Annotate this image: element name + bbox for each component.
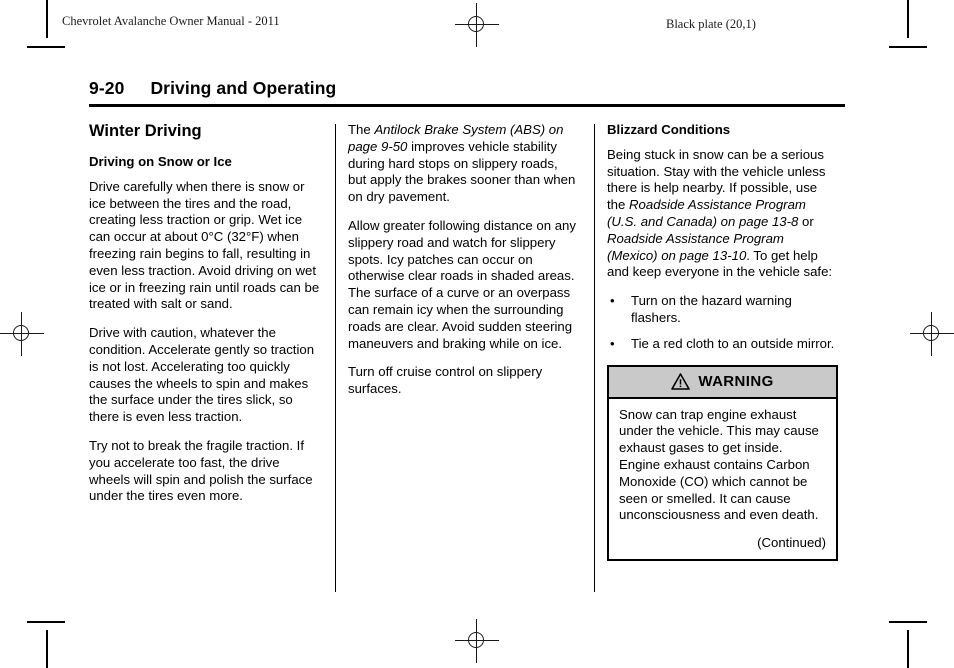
registration-ring	[923, 325, 939, 341]
title-rule	[89, 104, 845, 107]
paragraph: Turn off cruise control on slippery surfaces.	[348, 364, 543, 397]
paragraph-abs-reference	[348, 122, 579, 206]
text-prefix: Being stuck in snow can be a serious situation. Stay with the vehicle unless there is help nearby. If possible, use the	[607, 146, 826, 213]
crop-mark-top-right-horizontal	[889, 46, 927, 48]
registration-target-icon-top	[455, 3, 499, 47]
list-item-label: Tie a red cloth to an outside mirror.	[631, 335, 835, 351]
subheading-blizzard-conditions: Blizzard Conditions	[607, 122, 731, 137]
chapter-title: Driving and Operating	[150, 78, 337, 98]
list-item	[607, 293, 838, 327]
warning-title: WARNING	[698, 372, 774, 390]
registration-target-icon-right	[910, 312, 954, 356]
crop-mark-top-left-vertical	[46, 0, 48, 38]
column-divider-1	[335, 124, 336, 592]
registration-target-icon-left	[0, 312, 44, 356]
warning-continued-label: (Continued)	[757, 535, 826, 551]
crop-mark-bottom-right-horizontal	[889, 621, 927, 623]
paragraph: Try not to break the fragile traction. If you accelerate too fast, the drive wheels will spin and polish the surface under the tires even more.	[89, 437, 313, 504]
crop-mark-top-left-horizontal	[27, 46, 65, 48]
paragraph-roadside-reference	[607, 147, 838, 281]
list-item	[607, 336, 838, 353]
text-mid: or	[798, 214, 814, 230]
text-suffix: improves vehicle stability during hard stops on slippery roads, but apply the brakes sooner than when on dry pavement.	[348, 138, 576, 205]
warning-header	[609, 367, 836, 399]
running-head-left: Chevrolet Avalanche Owner Manual - 2011	[62, 14, 280, 28]
registration-ring	[13, 325, 29, 341]
paragraph: Drive carefully when there is snow or ice between the tires and the road, creating less traction or grip. Wet ice can occur at about 0°C (32°F) when freezing rain begins to fall, resulting in even less traction. Avoid driving on wet ice or in freezing rain until roads can be treated with salt or sand.	[89, 178, 320, 312]
body-columns	[89, 122, 845, 592]
warning-body-text: Snow can trap engine exhaust under the vehicle. This may cause exhaust gases to get inside. Engine exhaust contains Carbon Monoxide (CO) which cannot be seen or smelled. It can cause unconsciousness and even death.	[619, 406, 819, 523]
bullet-icon: •	[610, 335, 615, 351]
paragraph: Allow greater following distance on any slippery road and watch for slippery spots. Icy patches can occur on otherwise clear roads in shaded areas. The surface of a curve or an overpass can remain icy when the surrounding roads are clear. Avoid sudden steering maneuvers and braking while on ice.	[348, 217, 576, 351]
cross-reference-link-roadside-us-canada[interactable]: Roadside Assistance Program (U.S. and Canada) on page 13-8	[607, 197, 806, 230]
column-divider-2	[594, 124, 595, 592]
text-suffix: . To get help and keep everyone in the vehicle safe:	[607, 247, 833, 280]
page-number: 9-20	[89, 78, 125, 98]
column-1	[89, 122, 320, 592]
cross-reference-link-abs[interactable]: Antilock Brake System (ABS) on page 9-50	[348, 122, 564, 154]
column-2	[348, 122, 579, 592]
cross-reference-link-roadside-mexico[interactable]: Roadside Assistance Program (Mexico) on page 13-10	[607, 230, 784, 263]
list-item-label: Turn on the hazard warning flashers.	[631, 293, 792, 326]
running-head-right: Black plate (20,1)	[666, 17, 756, 31]
warning-triangle-icon	[671, 373, 690, 390]
warning-box	[607, 365, 838, 561]
safety-bullet-list	[607, 293, 838, 352]
crop-mark-top-right-vertical	[907, 0, 909, 38]
registration-ring	[468, 16, 484, 32]
paragraph: Drive with caution, whatever the condition. Accelerate gently so traction is not lost. Accelerating too quickly causes the wheels to spin and makes the surface under the tires slick, so there is even less traction.	[89, 325, 315, 425]
page-title	[89, 78, 845, 107]
registration-target-icon-bottom	[455, 619, 499, 663]
registration-ring	[468, 632, 484, 648]
bullet-icon: •	[610, 293, 615, 309]
crop-mark-bottom-left-vertical	[46, 630, 48, 668]
text-prefix: The	[348, 122, 375, 137]
crop-mark-bottom-left-horizontal	[27, 621, 65, 623]
crop-mark-bottom-right-vertical	[907, 630, 909, 668]
subheading-driving-on-snow-or-ice: Driving on Snow or Ice	[89, 153, 232, 169]
section-heading-winter-driving: Winter Driving	[89, 122, 202, 140]
column-3	[607, 122, 838, 592]
